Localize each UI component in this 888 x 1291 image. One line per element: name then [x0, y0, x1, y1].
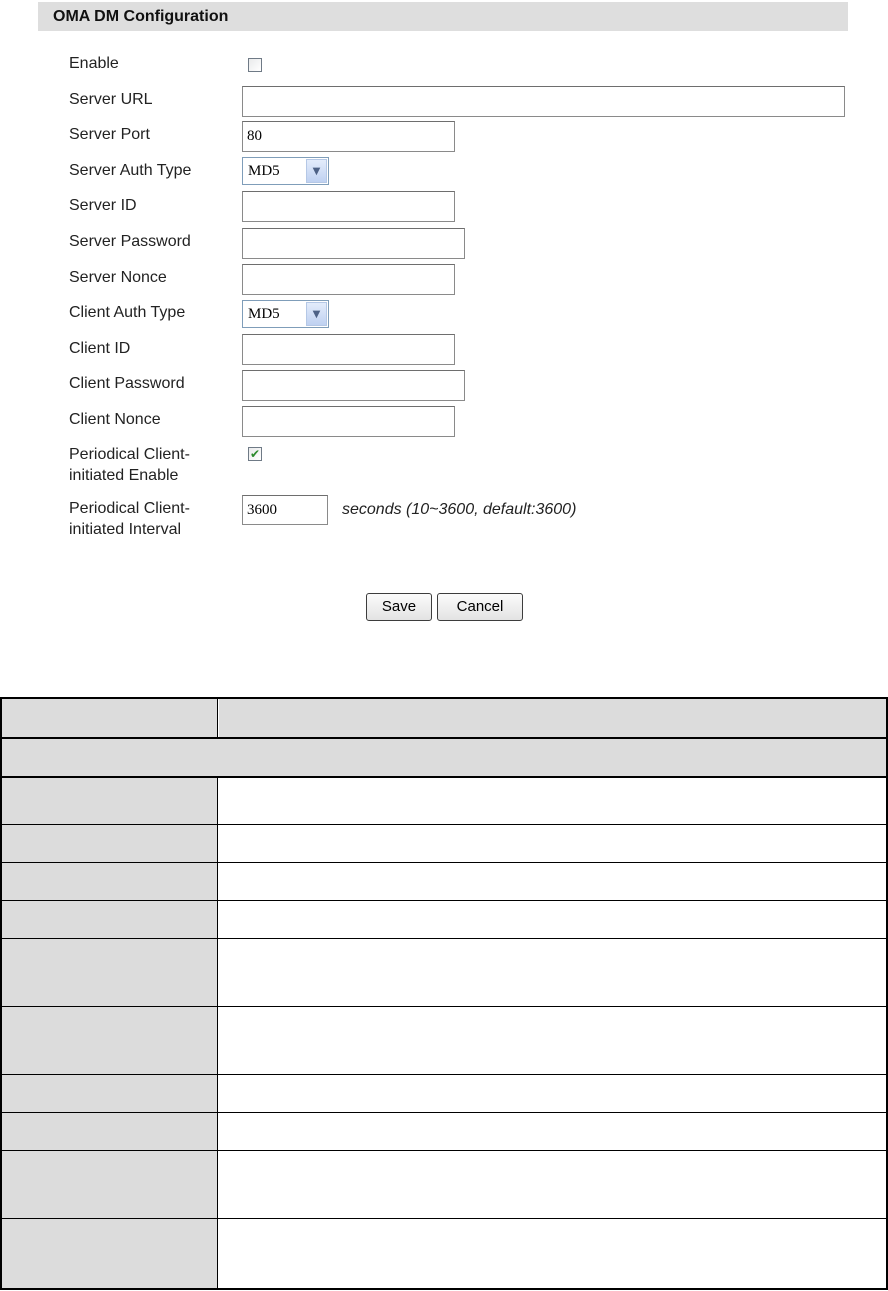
server-auth-type-select[interactable]: [242, 157, 329, 185]
panel-title: OMA DM Configuration: [38, 2, 848, 31]
periodic-enable-label-line1: Periodical Client-: [69, 446, 190, 463]
server-port-input[interactable]: [242, 121, 455, 152]
table-row: [2, 1113, 886, 1151]
table-section-cell: [2, 739, 886, 776]
client-nonce-label: Client Nonce: [69, 411, 161, 428]
server-url-input[interactable]: [242, 86, 845, 117]
server-id-input[interactable]: [242, 191, 455, 222]
table-value-cell: [219, 863, 886, 900]
client-password-input[interactable]: [242, 370, 465, 401]
periodic-interval-label-line2: initiated Interval: [69, 521, 182, 538]
chevron-down-icon[interactable]: ▼: [306, 302, 327, 326]
table-header-row: [2, 699, 886, 739]
server-password-label: Server Password: [69, 233, 191, 250]
server-id-label: Server ID: [69, 197, 137, 214]
periodic-enable-checkbox[interactable]: [248, 447, 262, 461]
table-row: [2, 1219, 886, 1288]
table-value-cell: [219, 778, 886, 824]
table-label-cell: [2, 1007, 218, 1074]
client-password-label: Client Password: [69, 375, 185, 392]
server-auth-type-value: MD5: [248, 163, 280, 179]
chevron-down-icon[interactable]: ▼: [306, 159, 327, 183]
save-button[interactable]: Save: [366, 593, 432, 621]
periodic-enable-label: [69, 444, 190, 486]
server-port-label: Server Port: [69, 126, 150, 143]
table-value-cell: [219, 1219, 886, 1288]
client-id-label: Client ID: [69, 340, 131, 357]
table-header-cell: [2, 699, 218, 737]
table-value-cell: [219, 1075, 886, 1112]
server-auth-type-label: Server Auth Type: [69, 162, 192, 179]
table-value-cell: [219, 1151, 886, 1218]
table-value-cell: [219, 1007, 886, 1074]
table-value-cell: [219, 939, 886, 1006]
table-row: [2, 778, 886, 825]
periodic-interval-label: [69, 498, 190, 540]
client-nonce-input[interactable]: [242, 406, 455, 437]
table-label-cell: [2, 1219, 218, 1288]
table-label-cell: [2, 825, 218, 862]
table-value-cell: [219, 1113, 886, 1150]
server-nonce-input[interactable]: [242, 264, 455, 295]
server-nonce-label: Server Nonce: [69, 269, 167, 286]
server-url-label: Server URL: [69, 91, 153, 108]
table-value-cell: [219, 901, 886, 938]
table-row: [2, 1151, 886, 1219]
parameter-table: [0, 697, 888, 1290]
server-password-input[interactable]: [242, 228, 465, 259]
table-row: [2, 1075, 886, 1113]
table-label-cell: [2, 778, 218, 824]
table-value-cell: [219, 825, 886, 862]
table-row: [2, 901, 886, 939]
table-label-cell: [2, 863, 218, 900]
table-row: [2, 863, 886, 901]
check-icon: ✔: [249, 447, 261, 461]
client-auth-type-label: Client Auth Type: [69, 304, 186, 321]
periodic-interval-input[interactable]: [242, 495, 328, 525]
table-label-cell: [2, 901, 218, 938]
enable-label: Enable: [69, 55, 119, 72]
table-row: [2, 825, 886, 863]
client-id-input[interactable]: [242, 334, 455, 365]
table-header-cell: [219, 699, 886, 737]
enable-checkbox[interactable]: [248, 58, 262, 72]
cancel-button[interactable]: Cancel: [437, 593, 523, 621]
client-auth-type-value: MD5: [248, 306, 280, 322]
periodic-interval-hint: seconds (10~3600, default:3600): [342, 501, 577, 518]
table-label-cell: [2, 939, 218, 1006]
table-label-cell: [2, 1151, 218, 1218]
table-row: [2, 1007, 886, 1075]
periodic-enable-label-line2: initiated Enable: [69, 467, 179, 484]
table-section-row: [2, 739, 886, 778]
periodic-interval-label-line1: Periodical Client-: [69, 500, 190, 517]
table-row: [2, 939, 886, 1007]
table-label-cell: [2, 1075, 218, 1112]
table-label-cell: [2, 1113, 218, 1150]
client-auth-type-select[interactable]: [242, 300, 329, 328]
